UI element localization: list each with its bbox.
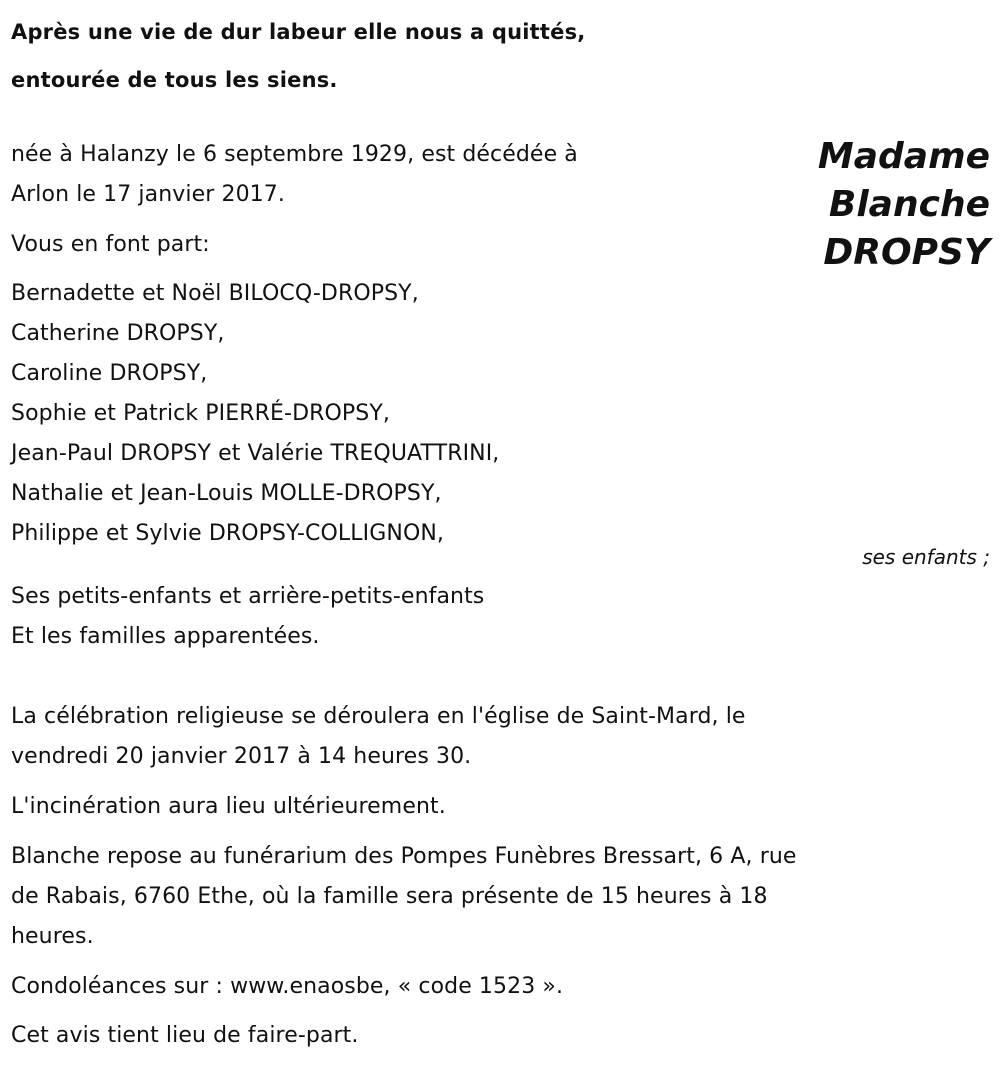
intro-line-2: entourée de tous les siens. (11, 68, 338, 92)
child-entry: Sophie et Patrick PIERRÉ-DROPSY, (11, 401, 390, 426)
child-entry: Philippe et Sylvie DROPSY-COLLIGNON, (11, 521, 445, 546)
deceased-last-name: DROPSY (823, 232, 990, 273)
extended-family (11, 577, 484, 657)
ceremony-line-2: vendredi 20 janvier 2017 à 14 heures 30. (11, 744, 472, 769)
repose-line-2: de Rabais, 6760 Ethe, où la famille sera présente de 15 heures à 18 (11, 884, 768, 909)
intro-heading (11, 8, 731, 104)
condolences-info: Condoléances sur : www.enaosbe, « code 1523 ». (11, 974, 564, 999)
deceased-first-name: Blanche (828, 184, 990, 225)
deceased-name (818, 133, 990, 277)
child-entry: Jean-Paul DROPSY et Valérie TREQUATTRINI, (11, 441, 500, 466)
incineration-info: L'incinération aura lieu ultérieurement. (11, 794, 446, 819)
notice-text: Cet avis tient lieu de faire-part. (11, 1023, 359, 1048)
family-line-2: Et les familles apparentées. (11, 624, 320, 649)
children-list (11, 274, 499, 554)
child-entry: Nathalie et Jean-Louis MOLLE-DROPSY, (11, 481, 442, 506)
child-entry: Bernadette et Noël BILOCQ-DROPSY, (11, 281, 419, 306)
children-relation: ses enfants ; (862, 545, 990, 569)
announce-text: Vous en font part: (11, 232, 210, 257)
birth-line-2: Arlon le 17 janvier 2017. (11, 182, 285, 207)
ceremony-line-1: La célébration religieuse se déroulera en l'église de Saint-Mard, le (11, 704, 746, 729)
repose-line-1: Blanche repose au funérarium des Pompes Funèbres Bressart, 6 A, rue (11, 844, 797, 869)
intro-line-1: Après une vie de dur labeur elle nous a quittés, (11, 20, 586, 44)
child-entry: Catherine DROPSY, (11, 321, 225, 346)
birth-death-info (11, 135, 691, 215)
repose-line-3: heures. (11, 924, 94, 949)
child-entry: Caroline DROPSY, (11, 361, 208, 386)
deceased-title: Madame (817, 136, 990, 177)
repose-info (11, 837, 981, 957)
birth-line-1: née à Halanzy le 6 septembre 1929, est décédée à (11, 142, 578, 167)
family-line-1: Ses petits-enfants et arrière-petits-enfants (11, 584, 485, 609)
ceremony-info (11, 697, 971, 777)
